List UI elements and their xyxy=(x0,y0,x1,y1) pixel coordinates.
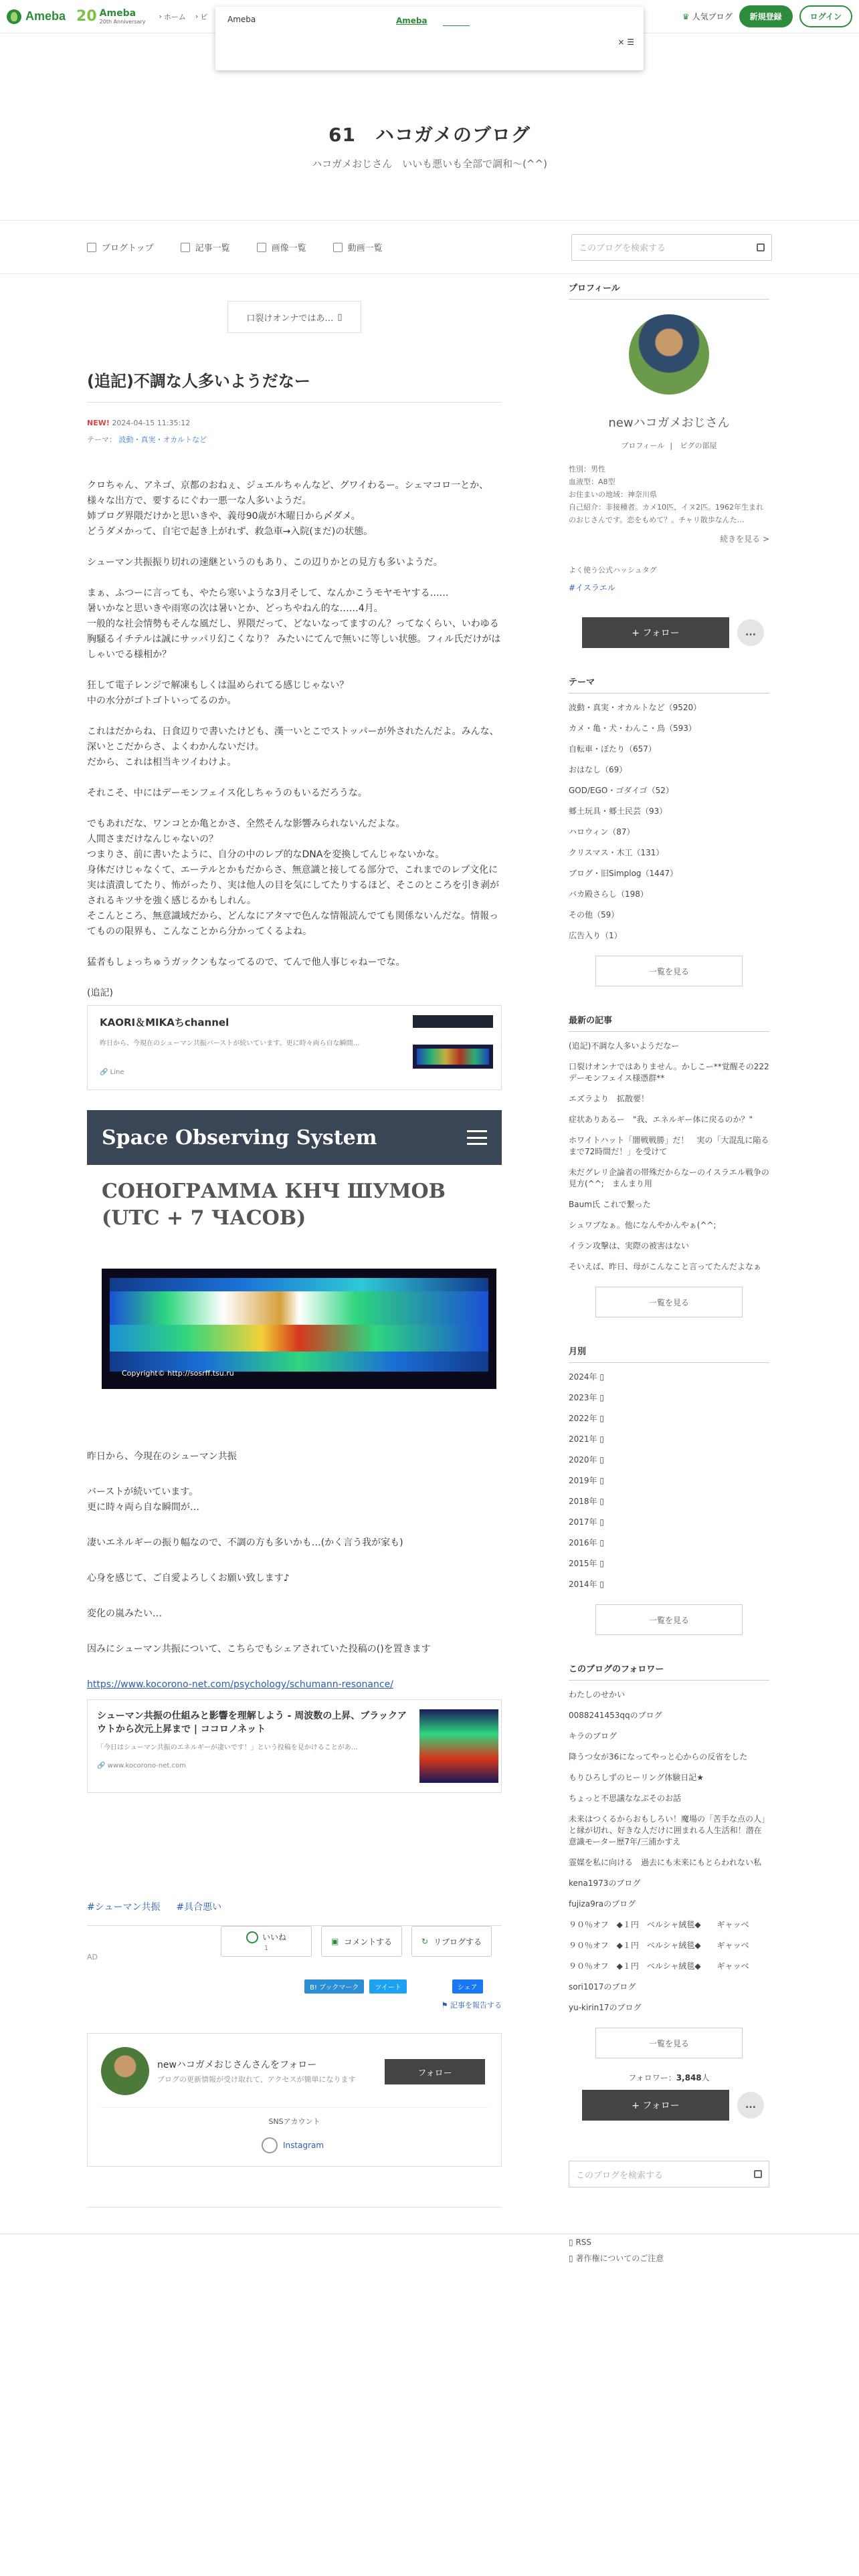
entry-meta xyxy=(87,419,502,427)
theme-item[interactable]: バカ殿さらし（198） xyxy=(569,889,648,899)
link-card-line[interactable] xyxy=(87,1005,502,1090)
hashtag-link[interactable]: #具合悪い xyxy=(176,1902,222,1913)
author-avatar[interactable] xyxy=(101,2047,149,2095)
paragraph: クロちゃん、アネゴ、京都のおねぇ、ジュエルちゃんなど、グワイわるー。シェマコロ一とか、様々な出方で、要するにぐわ一悪一な人多いようだ。 姉ブログ界隈だけかと思いきや、義母90歳が木曜日から〆ダメ。 どうダメかって、自宅で起き上がれず、救急車→入院(まだ)の状態。 xyxy=(87,480,489,537)
paragraph: 変化の嵐みたい… xyxy=(87,1608,162,1619)
expand-icon: ▯ xyxy=(599,1497,604,1506)
year-item[interactable]: 2016年 ▯ xyxy=(569,1538,604,1547)
sidebar-search-input[interactable]: このブログを検索する xyxy=(569,2161,769,2187)
year-item[interactable]: 2014年 ▯ xyxy=(569,1580,604,1589)
hatena-bookmark-button[interactable]: B! ブックマーク xyxy=(304,1979,364,1994)
expand-icon: ▯ xyxy=(599,1559,604,1568)
followers-list xyxy=(569,1685,769,2018)
hashtag-title: よく使う公式ハッシュタグ xyxy=(569,566,657,574)
hashtag-link[interactable]: #シューマン共振 xyxy=(87,1902,161,1913)
like-icon xyxy=(246,1931,258,1943)
year-item[interactable]: 2021年 ▯ xyxy=(569,1434,604,1444)
recent-section xyxy=(569,1013,777,1317)
nav-image-list[interactable]: 画像一覧 xyxy=(257,241,306,253)
recent-list xyxy=(569,1036,777,1277)
card-thumbnail xyxy=(413,1015,493,1069)
entry-actions xyxy=(221,1926,492,1957)
year-item[interactable]: 2019年 ▯ xyxy=(569,1476,604,1485)
sos-embed xyxy=(87,1110,502,1389)
theme-item[interactable]: 広告入り（1） xyxy=(569,931,622,940)
popup-close-button[interactable]: × ☰ xyxy=(617,37,634,47)
spectrogram-image xyxy=(102,1269,496,1389)
paragraph: これはだからね、日食辺りで書いたけども、漢一いとこでストッパーが外されたんだよ。みんな、深いとこだからさ、よくわかんないだけ。 だから、これは相当キツイわけよ。 xyxy=(87,726,499,768)
follower-item[interactable]: わたしのせかい xyxy=(569,1690,626,1699)
card-description: 昨日から、今現在のシューマン共振バーストが続いています。更に時々両ら自な瞬間… xyxy=(100,1040,360,1047)
theme-item[interactable]: 郷土玩具・郷土民芸（93） xyxy=(569,807,668,816)
link-card-kocorono[interactable] xyxy=(87,1699,502,1793)
theme-item[interactable]: おはなし（69） xyxy=(569,765,628,774)
follower-item[interactable]: ９０％オフ ◆１円 ベルシャ絨毯◆ ギャッベ xyxy=(569,1961,749,1971)
profile-info: 性別：男性 血液型：A8型 お住まいの地域：神奈川県 自己紹介：非接種者。カメ10匹、イヌ2匹。1962年生まれのおじさんです。恋をもめて？。チャリ散歩なんた… xyxy=(569,465,763,524)
profile-link[interactable]: プロフィール xyxy=(621,441,665,450)
recent-item[interactable]: 未だグレリ企論者の帯殊だからなーのイスラエル戦争の見方(^^; まんまり用 xyxy=(569,1168,769,1188)
sidebar-follow xyxy=(569,617,769,648)
year-item[interactable]: 2017年 ▯ xyxy=(569,1517,604,1527)
profile-avatar[interactable] xyxy=(629,314,709,395)
sns-label: SNSアカウント xyxy=(101,2107,488,2127)
paragraph: でもあれだな、ワンコとか亀とかさ、全然そんな影響みられないんだよな。 人間さまだけなんじゃないの？ つまりさ、前に書いたように、自分の中のレプ的なDNAを変換してんじゃないかな。 身体だけじゃなくて、エーテルとかもだからさ、無意識と接してる部分で、これまでのレプ文化に実は漬潰してたり、怖がったり、実は他人の目を気にしてたりするほど、そこのところを引き剥がされるキツサを強く感じるかもしれん。 そこんところ、無意識域だから、どんなにアタマで色んな情報読んでても関係ないんだな。情報ってものの限界も、こんなことから分かってくるよね。 xyxy=(87,819,499,937)
comment-icon: ▣ xyxy=(331,1937,339,1946)
spectrogram-copyright: Copyright© http://sosrff.tsu.ru xyxy=(122,1369,234,1378)
theme-item[interactable]: クリスマス・木工（131） xyxy=(569,848,664,857)
follower-item[interactable]: 0088241453qqのブログ xyxy=(569,1711,662,1720)
header-breadcrumb xyxy=(159,11,207,22)
theme-item[interactable]: 自転車・ぼたり（657） xyxy=(569,744,656,754)
video-icon xyxy=(333,243,343,252)
paragraph: 凄いエネルギーの振り幅なので、不調の方も多いかも…(かく言う我が家も) xyxy=(87,1537,403,1548)
followers-heading: このブログのフォロワー xyxy=(569,1662,769,1681)
header-actions xyxy=(682,5,852,27)
paragraph: それこそ、中にはデーモンフェイス化しちゃうのもいるだろうな。 xyxy=(87,788,367,798)
blog-nav xyxy=(0,221,859,274)
document-icon xyxy=(87,243,96,252)
expand-icon: ▯ xyxy=(599,1476,604,1485)
sidebar-follow-button[interactable]: + フォロー xyxy=(582,617,729,648)
sidebar xyxy=(569,281,777,2266)
profile-links: プロフィール | ピグの部屋 xyxy=(621,441,717,450)
year-item[interactable]: 2018年 ▯ xyxy=(569,1497,604,1506)
follower-item[interactable]: sori1017のブログ xyxy=(569,1982,636,1992)
follower-item[interactable]: キラのブログ xyxy=(569,1731,617,1741)
anniversary-logo[interactable] xyxy=(76,8,145,25)
monthly-list-more-button[interactable]: 一覧を見る xyxy=(595,1604,743,1635)
card-description: 「今日はシューマン共振のエネルギーが凄いです！」という投稿を見かけることがあ… xyxy=(97,1744,358,1751)
popular-blog-link[interactable]: ♛ 人気ブログ xyxy=(682,11,733,21)
search-icon[interactable] xyxy=(757,243,765,251)
monthly-section xyxy=(569,1344,769,1635)
share-buttons xyxy=(304,1979,483,1994)
anniversary-number: 20 xyxy=(76,8,97,25)
year-item[interactable]: 2020年 ▯ xyxy=(569,1455,604,1465)
follower-item[interactable]: yu-kirin17のブログ xyxy=(569,2003,642,2012)
follower-count: フォロワー：3,848人 xyxy=(628,2073,710,2082)
card-source: 🔗 Line xyxy=(100,1069,124,1076)
entry-theme-link[interactable]: 波動・真実・オカルトなど xyxy=(118,435,207,444)
recent-item[interactable]: ホワイトハット「闇戦戦勝」だ！ 実の「大混乱に陥るまで72時間だ！」を受けて xyxy=(569,1136,769,1156)
follower-item[interactable]: もりひろしずのヒーリング体験日記★ xyxy=(569,1773,704,1782)
expand-icon: ▯ xyxy=(599,1434,604,1444)
rss-icon: ▯ xyxy=(569,2238,573,2247)
nav-entry-list[interactable]: 記事一覧 xyxy=(181,241,230,253)
year-item[interactable]: 2022年 ▯ xyxy=(569,1414,604,1423)
popup-underline xyxy=(443,25,470,26)
ameba-popup xyxy=(215,7,644,70)
tweet-button[interactable]: ツイート xyxy=(369,1979,407,1994)
theme-item[interactable]: カメ・亀・犬・わんこ・鳥（593） xyxy=(569,724,696,733)
recent-item[interactable]: Baum氏 これで繋った xyxy=(569,1200,651,1209)
followers-list-more-button[interactable]: 一覧を見る xyxy=(595,2028,743,2058)
ameba-logo-text: Ameba xyxy=(25,9,66,23)
sidebar-follow-bottom xyxy=(569,2090,769,2121)
paragraph: 昨日から、今現在のシューマン共振 xyxy=(87,1451,237,1462)
like-button[interactable]: いいね 1 xyxy=(221,1926,312,1957)
follower-item[interactable]: 霊媒を私に向ける 過去にも未来にもとらわれない私 xyxy=(569,1858,762,1867)
recent-heading: 最新の記事 xyxy=(569,1013,769,1032)
theme-heading: テーマ xyxy=(569,675,769,693)
instagram-link[interactable]: Instagram xyxy=(262,2137,324,2153)
expand-icon: ▯ xyxy=(599,1393,604,1402)
report-link[interactable]: ⚑ 記事を報告する xyxy=(441,2001,502,2010)
sos-header xyxy=(87,1110,502,1165)
follow-box-description: ブログの更新情報が受け取れて、アクセスが簡単になります xyxy=(157,2075,356,2084)
sos-subtitle: СОНОГРАММА КНЧ ШУМОВ (UTC + 7 ЧАСОВ) xyxy=(102,1180,446,1230)
blog-description: ハコガメおじさん いいも悪いも全部で調和〜(^^) xyxy=(312,158,547,170)
monthly-heading: 月別 xyxy=(569,1344,769,1363)
recent-item[interactable]: そいえば、昨日、母がこんなこと言ってたんだよなぁ xyxy=(569,1262,762,1271)
recent-item[interactable]: エズラより 拡散要！ xyxy=(569,1094,650,1103)
append-label: (追記) xyxy=(87,988,113,998)
instagram-icon xyxy=(262,2137,278,2153)
year-item[interactable]: 2024年 ▯ xyxy=(569,1372,604,1382)
follow-box-name: newハコガメおじさんさんをフォロー xyxy=(157,2060,317,2070)
recent-item[interactable]: イラン攻撃は、実際の被害はない xyxy=(569,1241,690,1251)
sidebar-follow-button[interactable]: + フォロー xyxy=(582,2090,729,2121)
hashtag-link[interactable]: #イスラエル xyxy=(569,583,615,593)
theme-item[interactable]: その他（59） xyxy=(569,910,619,920)
sos-header-title: Space Observing System xyxy=(102,1125,377,1150)
prev-entry-link[interactable]: 口裂けオンナではあ… ▯ xyxy=(227,301,361,333)
external-url-link[interactable]: https://www.kocorono-net.com/psychology/schumann-resonance/ xyxy=(87,1679,393,1690)
card-title: シューマン共振の仕組みと影響を理解しよう - 周波数の上昇、ブラックアウトから次元上昇まで | ココロノネット xyxy=(97,1711,407,1735)
paragraph: 猛者もしょっちゅうガックンもなってるので、てんで他人事じゃねーでな。 xyxy=(87,957,405,968)
year-item[interactable]: 2023年 ▯ xyxy=(569,1393,604,1402)
theme-section xyxy=(569,675,769,986)
follower-item[interactable]: ちょっと不思議ななぷそのお話 xyxy=(569,1794,682,1803)
hamburger-icon[interactable] xyxy=(467,1130,487,1145)
recent-list-more-button[interactable]: 一覧を見る xyxy=(595,1287,743,1317)
followers-section xyxy=(569,1662,769,2121)
main-column xyxy=(87,281,502,1961)
popup-title: Ameba xyxy=(227,15,256,24)
nav-blog-top[interactable]: ブログトップ xyxy=(87,241,154,253)
paragraph: まぁ、ふつーに言っても、やたら寒いような3月そして、なんかこうモヤモヤする…… 暑いかなと思いきや雨寒の次は暑いとか、どっちやねん的な……4月。 一般的な社会情勢もそんな風だし、界隈だって、どないなってますのん？ってなくらい、いわゆる胸騒るイチテルは誠にサッパリ幻こくなり？ みたいにてんで無いに等しい状態。フィル氏だけがはしゃいでる様相か？ xyxy=(87,588,501,660)
paragraph: バーストが続いています。 更に時々両ら自な瞬間が… xyxy=(87,1487,199,1513)
anniversary-label: Ameba xyxy=(99,8,136,19)
facebook-share-button[interactable]: シェア xyxy=(452,1979,483,1994)
theme-item[interactable]: ハロウィン（87） xyxy=(569,827,635,837)
crown-icon: ♛ xyxy=(682,11,690,21)
read-more-link[interactable]: 続きを見る > xyxy=(720,534,769,544)
search-icon[interactable] xyxy=(754,2170,762,2178)
chevron-right-icon: ▯ xyxy=(337,312,343,322)
follow-button[interactable]: フォロー xyxy=(385,2059,485,2084)
document-icon: ▯ xyxy=(569,2254,573,2263)
reblog-button[interactable]: ↻ リブログする xyxy=(411,1926,492,1957)
expand-icon: ▯ xyxy=(599,1517,604,1527)
follower-item[interactable]: 降うつ女が36になってやっと心からの反省をした xyxy=(569,1752,748,1761)
card-thumbnail xyxy=(419,1709,498,1783)
recent-item[interactable]: 口裂けオンナではありません。かしこー**覚醒その222 デーモンフェイス様憑群** xyxy=(569,1062,777,1083)
recent-item[interactable]: (追記)不調な人多いようだなー xyxy=(569,1041,680,1051)
monthly-list xyxy=(569,1367,769,1595)
paragraph: シューマン共振振り切れの速継というのもあり、この辺りかとの見方も多いようだ。 xyxy=(87,557,443,568)
nav-video-list[interactable]: 動画一覧 xyxy=(333,241,383,253)
flag-icon: ⚑ xyxy=(441,2001,448,2010)
expand-icon: ▯ xyxy=(599,1455,604,1465)
profile-heading: プロフィール xyxy=(569,281,769,300)
ameba-leaf-icon xyxy=(7,9,21,24)
new-badge: NEW! xyxy=(87,419,110,427)
paragraph: 心身を感じて、ご自愛よろしくお願い致します♪ xyxy=(87,1573,290,1584)
entry-theme: テーマ： 波動・真実・オカルトなど xyxy=(87,435,207,444)
list-icon xyxy=(181,243,190,252)
card-source: 🔗 www.kocorono-net.com xyxy=(97,1762,186,1769)
profile-name[interactable]: newハコガメおじさん xyxy=(608,416,730,430)
expand-icon: ▯ xyxy=(599,1538,604,1547)
paragraph: 因みにシューマン共振について、こちらでもシェアされていた投稿の()を置きます xyxy=(87,1644,431,1654)
popup-link[interactable]: Ameba xyxy=(396,16,427,25)
entry-date: 2024-04-15 11:35:12 xyxy=(112,419,191,427)
anniversary-sub: 20th Anniversary xyxy=(99,19,146,25)
entry-body xyxy=(87,478,502,1793)
recent-item[interactable]: シュワブなぁ。他になんやかんやぁ(^^; xyxy=(569,1220,717,1230)
entry-hashtags xyxy=(87,1900,502,1926)
card-title: KAORI＆MIKAちchannel xyxy=(100,1016,229,1029)
ameba-logo[interactable] xyxy=(7,9,66,24)
comment-button[interactable]: ▣ コメントする xyxy=(321,1926,402,1957)
follower-item[interactable]: kena1973のブログ xyxy=(569,1879,641,1888)
year-item[interactable]: 2015年 ▯ xyxy=(569,1559,604,1568)
login-button[interactable]: ログイン xyxy=(799,5,852,27)
blog-search-input[interactable]: このブログを検索する xyxy=(571,234,772,261)
breadcrumb-home[interactable]: › ホーム xyxy=(159,12,186,21)
follower-item[interactable]: fujiza9raのブログ xyxy=(569,1899,636,1909)
sidebar-footer-links xyxy=(569,2234,769,2266)
sidebar-search-section xyxy=(569,2161,769,2187)
follow-box xyxy=(87,2033,502,2167)
follower-item[interactable]: 未来はつくるからおもしろい！魔場の「苦手な点の人」と縁が切れ、好きな人だけに囲まれる人生活和！潜在意識モーター歴7年/三浦かすえ xyxy=(569,1814,770,1846)
signup-button[interactable]: 新規登録 xyxy=(739,5,793,27)
expand-icon: ▯ xyxy=(599,1580,604,1589)
theme-list-more-button[interactable]: 一覧を見る xyxy=(595,956,743,986)
copyright-notice-link[interactable]: ▯ 著作権についてのご注意 xyxy=(569,2254,664,2263)
breadcrumb-pigg[interactable]: › ピ xyxy=(195,12,208,21)
more-menu-button[interactable]: ... xyxy=(737,2092,764,2119)
like-count: 1 xyxy=(264,1944,269,1952)
follower-item[interactable]: ９０％オフ ◆１円 ベルシャ絨毯◆ ギャッベ xyxy=(569,1941,749,1950)
follower-item[interactable]: ９０％オフ ◆１円 ベルシャ絨毯◆ ギャッベ xyxy=(569,1920,749,1929)
pigg-room-link[interactable]: ピグの部屋 xyxy=(680,441,717,450)
recent-item[interactable]: 症状ありあるー "我、エネルギー体に戻るのか？" xyxy=(569,1115,753,1124)
expand-icon: ▯ xyxy=(599,1414,604,1423)
more-menu-button[interactable]: ... xyxy=(737,619,764,646)
image-icon xyxy=(257,243,266,252)
theme-item[interactable]: GOD/EGO・ゴダイゴ（52） xyxy=(569,786,674,795)
rss-link[interactable]: ▯ RSS xyxy=(569,2238,592,2247)
reblog-icon: ↻ xyxy=(421,1937,429,1946)
divider xyxy=(87,2207,502,2208)
blog-title[interactable]: 61 ハコガメのブログ xyxy=(328,124,531,146)
theme-list xyxy=(569,697,769,946)
theme-item[interactable]: 波動・真実・オカルトなど（9520） xyxy=(569,703,702,712)
paragraph: 狂して電子レンジで解凍もしくは温められてる感じじゃない？ 中の水分がゴトゴトいってるのか。 xyxy=(87,680,349,706)
ad-label: AD xyxy=(87,1953,98,1961)
theme-item[interactable]: ブログ・旧Simplog（1447） xyxy=(569,869,678,878)
expand-icon: ▯ xyxy=(599,1372,604,1382)
entry-title[interactable]: (追記)不調な人多いようだなー xyxy=(87,368,502,403)
